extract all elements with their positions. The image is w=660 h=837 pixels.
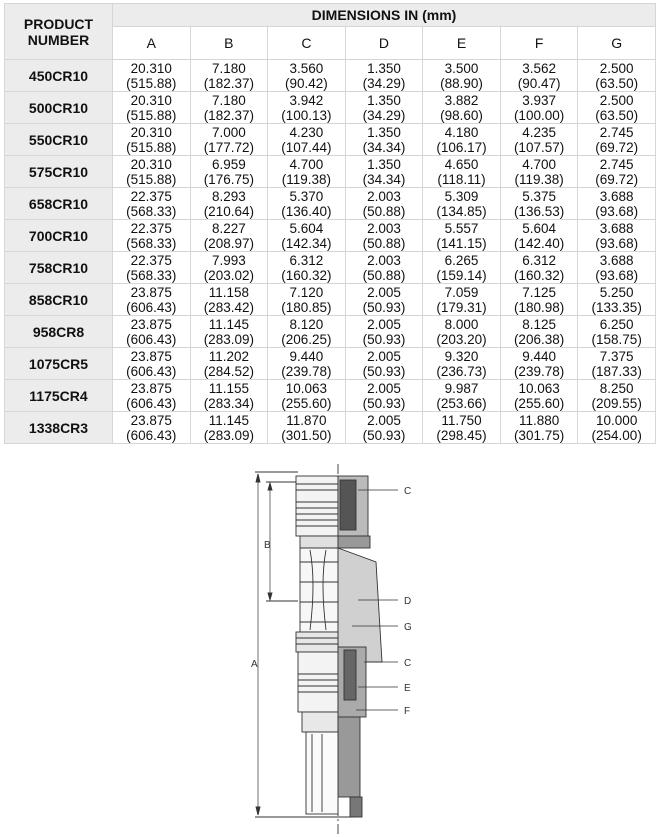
dimension-inches: 23.875 bbox=[130, 380, 172, 396]
dimension-inches: 22.375 bbox=[130, 188, 172, 204]
dimension-mm: (50.93) bbox=[362, 299, 406, 315]
dimension-inches: 1.350 bbox=[367, 156, 401, 172]
dimension-cell-f bbox=[500, 188, 578, 220]
dimension-mm: (69.72) bbox=[595, 171, 639, 187]
dimension-cell-c bbox=[268, 284, 346, 316]
dimension-mm: (160.32) bbox=[513, 267, 565, 283]
dimension-inches: 20.310 bbox=[130, 156, 172, 172]
dimension-cell-f bbox=[500, 124, 578, 156]
dimension-mm: (50.93) bbox=[362, 331, 406, 347]
dimension-cell-b bbox=[190, 60, 268, 92]
dimension-inches: 22.375 bbox=[130, 252, 172, 268]
table-row bbox=[5, 284, 656, 316]
dimension-cell-g bbox=[578, 348, 656, 380]
table-row bbox=[5, 60, 656, 92]
dimension-mm: (515.88) bbox=[126, 139, 177, 155]
dimension-mm: (203.02) bbox=[203, 267, 254, 283]
dimension-inches: 20.310 bbox=[130, 92, 172, 108]
dimension-mm: (180.98) bbox=[513, 299, 565, 315]
dimension-mm: (568.33) bbox=[126, 235, 177, 251]
column-header-b: B bbox=[190, 27, 268, 60]
dimension-mm: (159.14) bbox=[436, 267, 487, 283]
dimension-cell-d bbox=[345, 348, 423, 380]
dimension-cell-b bbox=[190, 156, 268, 188]
dimension-cell-c bbox=[268, 124, 346, 156]
dimension-mm: (34.29) bbox=[362, 75, 406, 91]
dimension-mm: (568.33) bbox=[126, 267, 177, 283]
product-number-header bbox=[5, 4, 113, 60]
label-A: A bbox=[251, 659, 258, 670]
dimension-mm: (119.38) bbox=[281, 171, 332, 187]
label-F: F bbox=[404, 706, 411, 717]
product-number-cell: 1175CR4 bbox=[5, 380, 113, 412]
product-number-cell: 1338CR3 bbox=[5, 412, 113, 444]
label-C-top: C bbox=[404, 486, 412, 497]
dimension-inches: 9.987 bbox=[444, 380, 479, 396]
dimension-mm: (283.09) bbox=[203, 331, 254, 347]
dimension-inches: 2.745 bbox=[599, 156, 634, 172]
dimension-mm: (88.90) bbox=[440, 75, 483, 91]
dimension-inches: 7.125 bbox=[522, 284, 556, 300]
dimension-cell-a bbox=[113, 220, 191, 252]
dimension-mm: (177.72) bbox=[203, 139, 254, 155]
product-number-cell: 575CR10 bbox=[5, 156, 113, 188]
dimension-cell-e bbox=[423, 348, 501, 380]
dimension-mm: (136.40) bbox=[281, 203, 332, 219]
dimension-inches: 11.145 bbox=[208, 316, 249, 332]
dimension-inches: 4.700 bbox=[289, 156, 324, 172]
dimension-mm: (606.43) bbox=[126, 427, 177, 443]
product-number-cell: 858CR10 bbox=[5, 284, 113, 316]
dimension-cell-e bbox=[423, 316, 501, 348]
product-number-cell: 1075CR5 bbox=[5, 348, 113, 380]
dimension-cell-e bbox=[423, 188, 501, 220]
table-row bbox=[5, 220, 656, 252]
dimension-inches: 2.500 bbox=[599, 60, 634, 76]
dimension-cell-b bbox=[190, 380, 268, 412]
cable-gland-drawing bbox=[240, 462, 430, 837]
dimension-mm: (515.88) bbox=[126, 75, 177, 91]
label-B: B bbox=[264, 540, 271, 551]
dimension-mm: (141.15) bbox=[436, 235, 487, 251]
dimension-cell-d bbox=[345, 284, 423, 316]
dimension-cell-g bbox=[578, 252, 656, 284]
dimension-cell-b bbox=[190, 348, 268, 380]
dimension-inches: 3.560 bbox=[289, 60, 324, 76]
dimension-inches: 4.650 bbox=[444, 156, 479, 172]
dimension-inches: 11.750 bbox=[441, 412, 482, 428]
dimension-mm: (254.00) bbox=[591, 427, 642, 443]
dimension-inches: 22.375 bbox=[130, 220, 172, 236]
dimension-cell-a bbox=[113, 188, 191, 220]
dimension-mm: (107.57) bbox=[513, 139, 565, 155]
dimension-inches: 8.000 bbox=[444, 316, 479, 332]
dimension-inches: 8.250 bbox=[599, 380, 634, 396]
dimension-inches: 9.440 bbox=[522, 348, 556, 364]
dimension-inches: 8.227 bbox=[211, 220, 246, 236]
table-row bbox=[5, 188, 656, 220]
label-D: D bbox=[404, 596, 412, 607]
dimension-mm: (206.38) bbox=[513, 331, 565, 347]
product-header-line2: NUMBER bbox=[27, 31, 90, 48]
dimension-cell-b bbox=[190, 92, 268, 124]
dimension-mm: (606.43) bbox=[126, 395, 177, 411]
dimension-mm: (206.25) bbox=[281, 331, 332, 347]
dimension-mm: (606.43) bbox=[126, 331, 177, 347]
dimension-cell-c bbox=[268, 380, 346, 412]
dimension-inches: 5.604 bbox=[522, 220, 556, 236]
dimension-cell-e bbox=[423, 60, 501, 92]
dimension-mm: (515.88) bbox=[126, 107, 177, 123]
dimension-inches: 4.235 bbox=[522, 124, 556, 140]
dimension-mm: (34.34) bbox=[362, 171, 406, 187]
table-row bbox=[5, 316, 656, 348]
dimension-cell-a bbox=[113, 156, 191, 188]
dimension-cell-a bbox=[113, 316, 191, 348]
dimension-mm: (106.17) bbox=[436, 139, 487, 155]
dimension-inches: 3.937 bbox=[522, 92, 556, 108]
dimension-cell-e bbox=[423, 252, 501, 284]
dimension-mm: (93.68) bbox=[595, 235, 639, 251]
dimension-cell-g bbox=[578, 220, 656, 252]
dimension-inches: 2.005 bbox=[367, 380, 401, 396]
dimension-cell-c bbox=[268, 252, 346, 284]
dimension-cell-d bbox=[345, 92, 423, 124]
dimension-mm: (568.33) bbox=[126, 203, 177, 219]
dimension-cell-g bbox=[578, 412, 656, 444]
dimension-inches: 2.005 bbox=[367, 316, 401, 332]
dimension-mm: (182.37) bbox=[203, 75, 254, 91]
product-number-cell: 658CR10 bbox=[5, 188, 113, 220]
dimension-cell-g bbox=[578, 284, 656, 316]
dimension-inches: 23.875 bbox=[130, 348, 172, 364]
product-header-line1: PRODUCT bbox=[23, 15, 94, 32]
dimension-mm: (606.43) bbox=[126, 299, 177, 315]
dimension-cell-c bbox=[268, 316, 346, 348]
dimension-inches: 9.320 bbox=[444, 348, 479, 364]
dimension-mm: (176.75) bbox=[203, 171, 254, 187]
table-row bbox=[5, 412, 656, 444]
dimension-cell-f bbox=[500, 284, 578, 316]
dimension-mm: (50.88) bbox=[362, 203, 406, 219]
dimension-inches: 3.688 bbox=[599, 188, 634, 204]
dimension-inches: 10.000 bbox=[596, 412, 638, 428]
dimension-mm: (93.68) bbox=[595, 203, 639, 219]
dimension-cell-c bbox=[268, 60, 346, 92]
column-header-c: C bbox=[268, 27, 346, 60]
dimension-cell-e bbox=[423, 124, 501, 156]
dimension-inches: 6.959 bbox=[211, 156, 246, 172]
dimension-mm: (298.45) bbox=[436, 427, 487, 443]
label-C-mid: C bbox=[404, 658, 412, 669]
dimension-mm: (255.60) bbox=[513, 395, 565, 411]
dimension-inches: 23.875 bbox=[130, 316, 172, 332]
dimension-mm: (50.88) bbox=[362, 267, 406, 283]
dimension-inches: 7.000 bbox=[211, 124, 246, 140]
dimension-cell-a bbox=[113, 60, 191, 92]
dimension-cell-f bbox=[500, 252, 578, 284]
dimension-cell-a bbox=[113, 348, 191, 380]
dimension-mm: (142.34) bbox=[281, 235, 332, 251]
dimension-inches: 11.202 bbox=[208, 348, 249, 364]
dimension-mm: (90.47) bbox=[517, 75, 561, 91]
dimension-inches: 5.375 bbox=[522, 188, 556, 204]
dimension-inches: 11.158 bbox=[208, 284, 249, 300]
dimension-inches: 3.942 bbox=[289, 92, 324, 108]
dimension-mm: (301.75) bbox=[513, 427, 565, 443]
dimension-inches: 5.370 bbox=[289, 188, 324, 204]
dimension-mm: (93.68) bbox=[595, 267, 639, 283]
dimension-mm: (100.13) bbox=[281, 107, 332, 123]
dimension-mm: (208.97) bbox=[203, 235, 254, 251]
dimension-mm: (69.72) bbox=[595, 139, 639, 155]
dimension-cell-d bbox=[345, 316, 423, 348]
dimension-cell-e bbox=[423, 92, 501, 124]
dimension-mm: (134.85) bbox=[436, 203, 487, 219]
dimension-mm: (209.55) bbox=[591, 395, 642, 411]
dimension-mm: (187.33) bbox=[591, 363, 642, 379]
dimension-mm: (34.29) bbox=[362, 107, 406, 123]
dimension-inches: 6.250 bbox=[599, 316, 634, 332]
dimension-cell-a bbox=[113, 380, 191, 412]
dimension-mm: (34.34) bbox=[362, 139, 406, 155]
dimension-cell-d bbox=[345, 60, 423, 92]
column-header-g: G bbox=[578, 27, 656, 60]
dimension-cell-a bbox=[113, 284, 191, 316]
dimension-inches: 6.312 bbox=[522, 252, 556, 268]
dimension-cell-c bbox=[268, 188, 346, 220]
dimension-inches: 1.350 bbox=[367, 60, 401, 76]
dimension-inches: 20.310 bbox=[130, 124, 172, 140]
dimension-inches: 7.993 bbox=[211, 252, 246, 268]
product-number-cell: 550CR10 bbox=[5, 124, 113, 156]
label-E: E bbox=[404, 683, 411, 694]
dimension-inches: 2.500 bbox=[599, 92, 634, 108]
dimension-inches: 6.312 bbox=[289, 252, 324, 268]
dimension-cell-b bbox=[190, 188, 268, 220]
dimension-inches: 3.688 bbox=[599, 220, 634, 236]
dimension-inches: 2.005 bbox=[367, 348, 401, 364]
dimension-inches: 2.003 bbox=[367, 220, 401, 236]
dimension-cell-f bbox=[500, 316, 578, 348]
dimension-cell-g bbox=[578, 156, 656, 188]
dimension-cell-a bbox=[113, 412, 191, 444]
dimension-inches: 4.180 bbox=[444, 124, 479, 140]
dimension-cell-e bbox=[423, 412, 501, 444]
column-header-d: D bbox=[345, 27, 423, 60]
dimension-inches: 7.120 bbox=[289, 284, 324, 300]
dimension-cell-f bbox=[500, 156, 578, 188]
dimension-inches: 3.562 bbox=[522, 60, 556, 76]
dimension-cell-f bbox=[500, 60, 578, 92]
dimension-mm: (63.50) bbox=[595, 107, 639, 123]
label-G: G bbox=[404, 622, 412, 633]
dimension-cell-g bbox=[578, 380, 656, 412]
dimension-mm: (284.52) bbox=[203, 363, 254, 379]
dimensions-table bbox=[4, 3, 656, 444]
dimension-cell-c bbox=[268, 412, 346, 444]
dimension-cell-f bbox=[500, 92, 578, 124]
dimension-cell-f bbox=[500, 380, 578, 412]
dimension-inches: 1.350 bbox=[367, 124, 401, 140]
dimension-mm: (50.93) bbox=[362, 363, 406, 379]
dimension-cell-d bbox=[345, 380, 423, 412]
table-row bbox=[5, 124, 656, 156]
product-number-cell: 500CR10 bbox=[5, 92, 113, 124]
dimension-mm: (107.44) bbox=[281, 139, 332, 155]
dimension-cell-g bbox=[578, 60, 656, 92]
gland-body bbox=[255, 464, 382, 834]
dimension-mm: (119.38) bbox=[514, 171, 564, 187]
dimension-inches: 5.557 bbox=[444, 220, 479, 236]
dimension-mm: (239.78) bbox=[281, 363, 332, 379]
column-header-e: E bbox=[423, 27, 501, 60]
dimension-inches: 9.440 bbox=[289, 348, 324, 364]
column-header-f: F bbox=[500, 27, 578, 60]
dimension-inches: 20.310 bbox=[130, 60, 172, 76]
product-number-cell: 758CR10 bbox=[5, 252, 113, 284]
dimension-mm: (142.40) bbox=[513, 235, 565, 251]
dimension-inches: 8.120 bbox=[289, 316, 324, 332]
column-header-a: A bbox=[113, 27, 191, 60]
dimension-cell-c bbox=[268, 220, 346, 252]
dimension-inches: 7.375 bbox=[599, 348, 634, 364]
dimension-mm: (118.11) bbox=[437, 171, 486, 187]
dimension-inches: 8.125 bbox=[522, 316, 556, 332]
dimension-mm: (515.88) bbox=[126, 171, 177, 187]
dimension-cell-d bbox=[345, 252, 423, 284]
dimension-mm: (255.60) bbox=[281, 395, 332, 411]
dimension-cell-g bbox=[578, 316, 656, 348]
dimension-inches: 2.005 bbox=[367, 412, 401, 428]
dimension-cell-b bbox=[190, 220, 268, 252]
dimension-cell-d bbox=[345, 156, 423, 188]
dimension-cell-d bbox=[345, 124, 423, 156]
dimension-mm: (179.31) bbox=[436, 299, 487, 315]
dimension-cell-b bbox=[190, 252, 268, 284]
dimension-cell-f bbox=[500, 220, 578, 252]
dimension-mm: (50.88) bbox=[362, 235, 406, 251]
dimension-inches: 5.250 bbox=[599, 284, 634, 300]
dimension-cell-f bbox=[500, 412, 578, 444]
dimension-cell-c bbox=[268, 92, 346, 124]
dimension-inches: 8.293 bbox=[211, 188, 246, 204]
dimension-inches: 2.005 bbox=[367, 284, 401, 300]
dimension-mm: (210.64) bbox=[203, 203, 254, 219]
dimension-inches: 7.059 bbox=[444, 284, 479, 300]
dimension-inches: 4.230 bbox=[289, 124, 324, 140]
dimension-mm: (283.09) bbox=[203, 427, 254, 443]
product-number-cell: 700CR10 bbox=[5, 220, 113, 252]
table-row bbox=[5, 348, 656, 380]
dimension-cell-e bbox=[423, 156, 501, 188]
dimension-inches: 11.145 bbox=[208, 412, 249, 428]
dimension-mm: (50.93) bbox=[362, 395, 406, 411]
dimension-cell-d bbox=[345, 188, 423, 220]
dimension-inches: 10.063 bbox=[285, 380, 328, 396]
dimension-cell-e bbox=[423, 220, 501, 252]
dimension-mm: (283.42) bbox=[203, 299, 254, 315]
dimension-cell-a bbox=[113, 124, 191, 156]
dimension-inches: 11.155 bbox=[208, 380, 249, 396]
dimension-inches: 11.880 bbox=[518, 412, 560, 428]
dimension-cell-g bbox=[578, 188, 656, 220]
dimension-mm: (182.37) bbox=[203, 107, 254, 123]
dimension-cell-b bbox=[190, 316, 268, 348]
dimension-cell-g bbox=[578, 124, 656, 156]
dimension-inches: 1.350 bbox=[367, 92, 401, 108]
dimension-mm: (133.35) bbox=[591, 299, 642, 315]
dimension-cell-b bbox=[190, 284, 268, 316]
dimension-cell-e bbox=[423, 380, 501, 412]
dimension-inches: 3.500 bbox=[444, 60, 479, 76]
dimension-inches: 23.875 bbox=[130, 284, 172, 300]
dimension-inches: 10.063 bbox=[518, 380, 560, 396]
dimension-mm: (100.00) bbox=[513, 107, 565, 123]
dimension-mm: (606.43) bbox=[126, 363, 177, 379]
table-row bbox=[5, 92, 656, 124]
dimension-inches: 2.003 bbox=[367, 188, 401, 204]
dimension-inches: 6.265 bbox=[444, 252, 479, 268]
dimension-mm: (283.34) bbox=[203, 395, 254, 411]
dimension-mm: (98.60) bbox=[440, 107, 483, 123]
dimension-inches: 7.180 bbox=[211, 60, 246, 76]
dimension-cell-a bbox=[113, 92, 191, 124]
table-row bbox=[5, 156, 656, 188]
dimension-cell-b bbox=[190, 412, 268, 444]
dimension-inches: 3.882 bbox=[444, 92, 479, 108]
dimension-cell-c bbox=[268, 156, 346, 188]
dimension-mm: (239.78) bbox=[513, 363, 565, 379]
dimension-cell-d bbox=[345, 220, 423, 252]
dimension-mm: (180.85) bbox=[281, 299, 332, 315]
dimension-inches: 2.745 bbox=[599, 124, 634, 140]
table-row bbox=[5, 380, 656, 412]
dimension-inches: 5.309 bbox=[444, 188, 479, 204]
dimension-inches: 5.604 bbox=[289, 220, 324, 236]
dimension-inches: 2.003 bbox=[367, 252, 401, 268]
dimension-mm: (158.75) bbox=[591, 331, 642, 347]
dimension-mm: (160.32) bbox=[281, 267, 332, 283]
dimension-inches: 4.700 bbox=[522, 156, 556, 172]
dimension-cell-g bbox=[578, 92, 656, 124]
dimension-mm: (301.50) bbox=[281, 427, 332, 443]
dimension-inches: 7.180 bbox=[211, 92, 246, 108]
dimension-inches: 23.875 bbox=[130, 412, 172, 428]
dimension-inches: 11.870 bbox=[286, 412, 327, 428]
dimension-cell-e bbox=[423, 284, 501, 316]
dimension-mm: (90.42) bbox=[285, 75, 328, 91]
dimension-mm: (203.20) bbox=[436, 331, 487, 347]
dimension-cell-f bbox=[500, 348, 578, 380]
dimension-cell-b bbox=[190, 124, 268, 156]
table-row bbox=[5, 252, 656, 284]
dimension-cell-d bbox=[345, 412, 423, 444]
dimension-inches: 3.688 bbox=[599, 252, 634, 268]
product-number-cell: 958CR8 bbox=[5, 316, 113, 348]
dimension-mm: (136.53) bbox=[513, 203, 565, 219]
dimension-mm: (63.50) bbox=[595, 75, 639, 91]
dimension-cell-c bbox=[268, 348, 346, 380]
dimension-mm: (236.73) bbox=[436, 363, 487, 379]
dimensions-header: DIMENSIONS IN (mm) bbox=[113, 4, 656, 27]
dimension-mm: (253.66) bbox=[436, 395, 487, 411]
product-number-cell: 450CR10 bbox=[5, 60, 113, 92]
dimension-cell-a bbox=[113, 252, 191, 284]
dimension-mm: (50.93) bbox=[362, 427, 406, 443]
